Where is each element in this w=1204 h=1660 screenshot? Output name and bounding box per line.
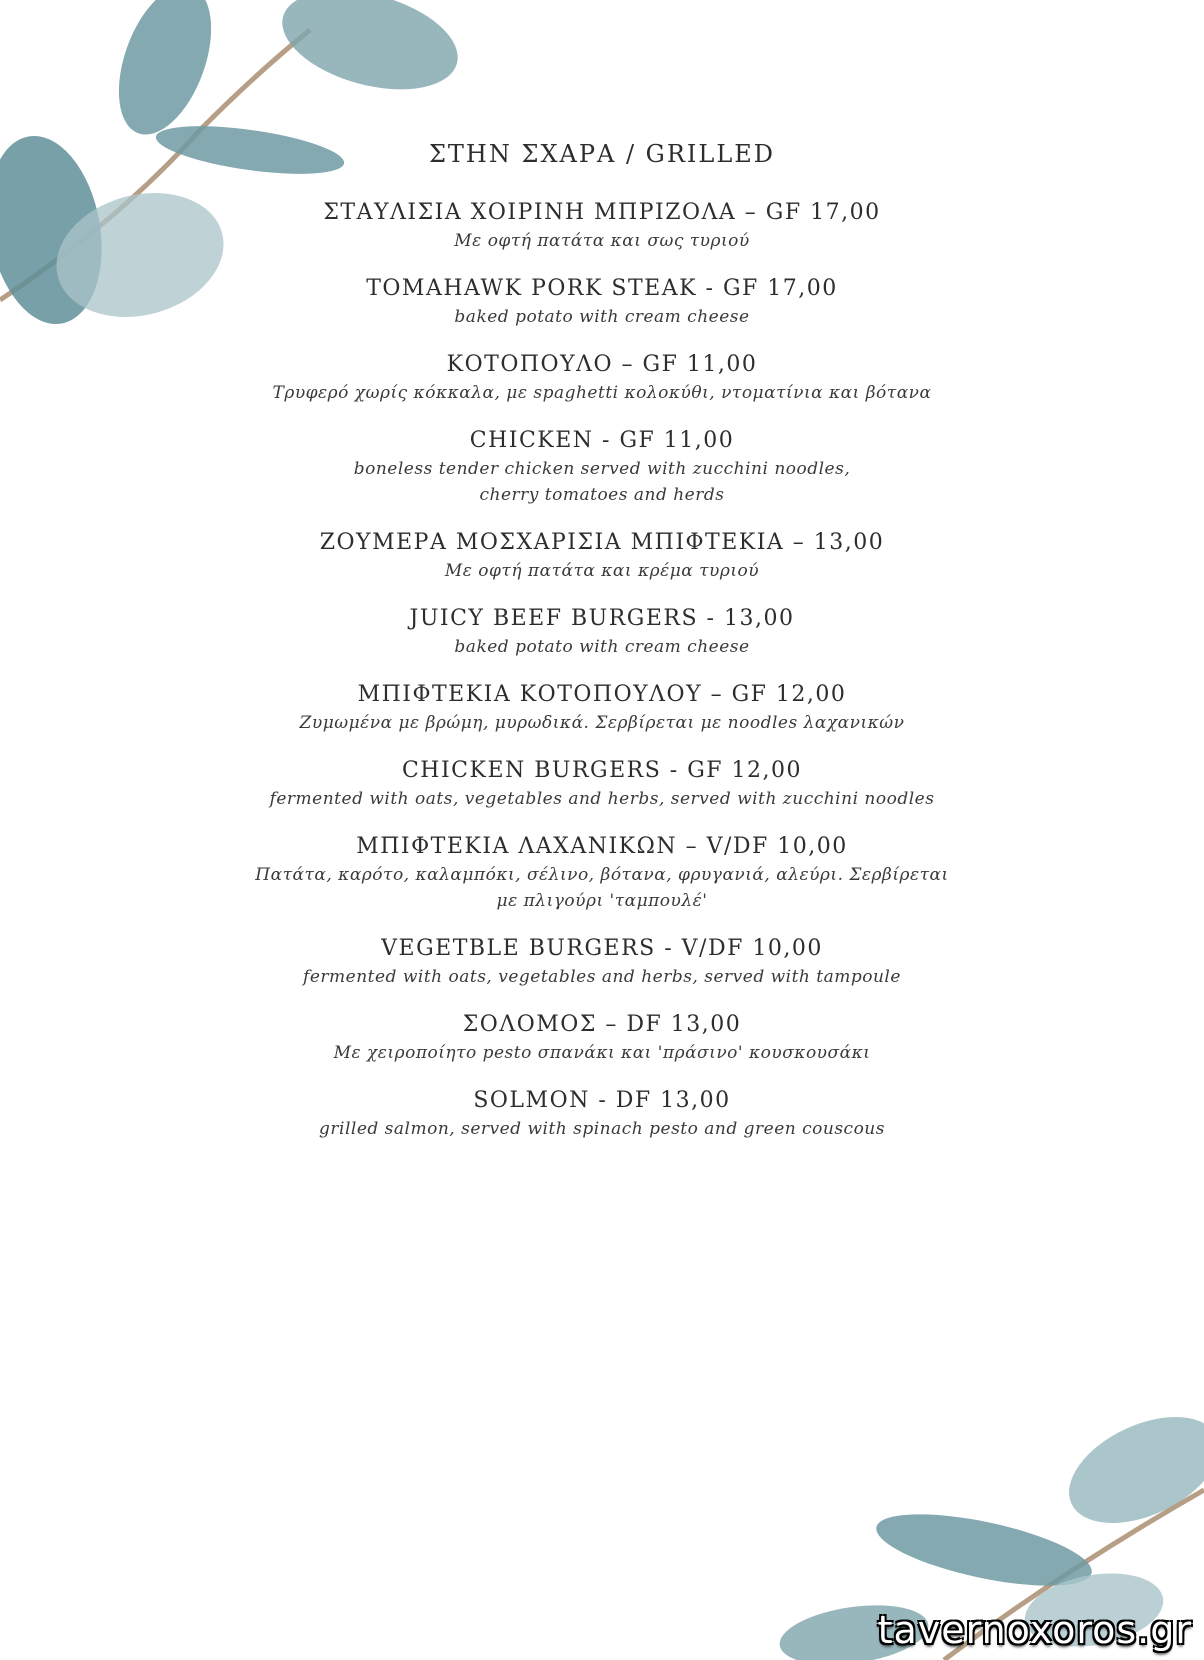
menu-item xyxy=(0,680,1204,736)
leaf xyxy=(1052,1395,1204,1544)
item-name: ΣΤΑΥΛΙΣΙΑ ΧΟΙΡΙΝΗ ΜΠΡΙΖΟΛΑ – GF 17,00 xyxy=(323,200,881,225)
section-title: ΣΤΗΝ ΣΧΑΡΑ / GRILLED xyxy=(428,140,776,168)
item-description: Με οφτή πατάτα και κρέμα τυριού xyxy=(444,561,760,581)
menu-item xyxy=(0,934,1204,990)
item-name: CHICKEN BURGERS - GF 12,00 xyxy=(401,758,803,783)
menu-item xyxy=(0,198,1204,254)
item-name: ΜΠΙΦΤΕΚΙΑ ΚΟΤΟΠΟΥΛΟΥ – GF 12,00 xyxy=(357,682,847,707)
item-description: Με οφτή πατάτα και σως τυριού xyxy=(454,231,750,251)
item-name: CHICKEN - GF 11,00 xyxy=(469,428,735,453)
item-description: Με χειροποίητο pesto σπανάκι και 'πράσινο' κουσκουσάκι xyxy=(333,1043,871,1063)
item-description: Πατάτα, καρότο, καλαμπόκι, σέλινο, βότανα, φρυγανιά, αλεύρι. Σερβίρεται με πλιγούρι 'ταμπουλέ' xyxy=(255,865,949,911)
item-name: ΜΠΙΦΤΕΚΙΑ ΛΑΧΑΝΙΚΩΝ – V/DF 10,00 xyxy=(356,834,848,859)
item-description: Ζυμωμένα με βρώμη, μυρωδικά. Σερβίρεται με noodles λαχανικών xyxy=(299,713,905,733)
menu-item xyxy=(0,1010,1204,1066)
leaf xyxy=(101,0,230,147)
item-name: VEGETBLE BURGERS - V/DF 10,00 xyxy=(381,936,823,961)
item-description: baked potato with cream cheese xyxy=(454,637,750,657)
item-description: fermented with oats, vegetables and herbs, served with tampoule xyxy=(303,967,901,987)
menu-item xyxy=(0,832,1204,914)
menu-item xyxy=(0,604,1204,660)
menu-section xyxy=(0,140,1204,1162)
item-name: TOMAHAWK PORK STEAK - GF 17,00 xyxy=(366,276,838,301)
item-name: SOLMON - DF 13,00 xyxy=(473,1088,731,1113)
menu-item xyxy=(0,1086,1204,1142)
menu-item xyxy=(0,274,1204,330)
item-description: fermented with oats, vegetables and herbs, served with zucchini noodles xyxy=(269,789,935,809)
item-name: ΣΟΛΟΜΟΣ – DF 13,00 xyxy=(462,1012,742,1037)
menu-item xyxy=(0,528,1204,584)
item-description: boneless tender chicken served with zucchini noodles, cherry tomatoes and herds xyxy=(353,459,851,505)
item-description: grilled salmon, served with spinach pesto and green couscous xyxy=(319,1119,885,1139)
item-name: JUICY BEEF BURGERS - 13,00 xyxy=(409,606,795,631)
item-name: ΖΟΥΜΕΡΑ ΜΟΣΧΑΡΙΣΙΑ ΜΠΙΦΤΕΚΙΑ – 13,00 xyxy=(319,530,885,555)
item-name: ΚΟΤΟΠΟΥΛΟ – GF 11,00 xyxy=(446,352,758,377)
watermark: tavernoxoros.gr xyxy=(877,1608,1192,1652)
menu-item xyxy=(0,426,1204,508)
leaf xyxy=(271,0,460,107)
menu-item xyxy=(0,350,1204,406)
item-description: baked potato with cream cheese xyxy=(454,307,750,327)
menu-item xyxy=(0,756,1204,812)
item-description: Τρυφερό χωρίς κόκκαλα, με spaghetti κολοκύθι, ντοματίνια και βότανα xyxy=(272,383,932,403)
